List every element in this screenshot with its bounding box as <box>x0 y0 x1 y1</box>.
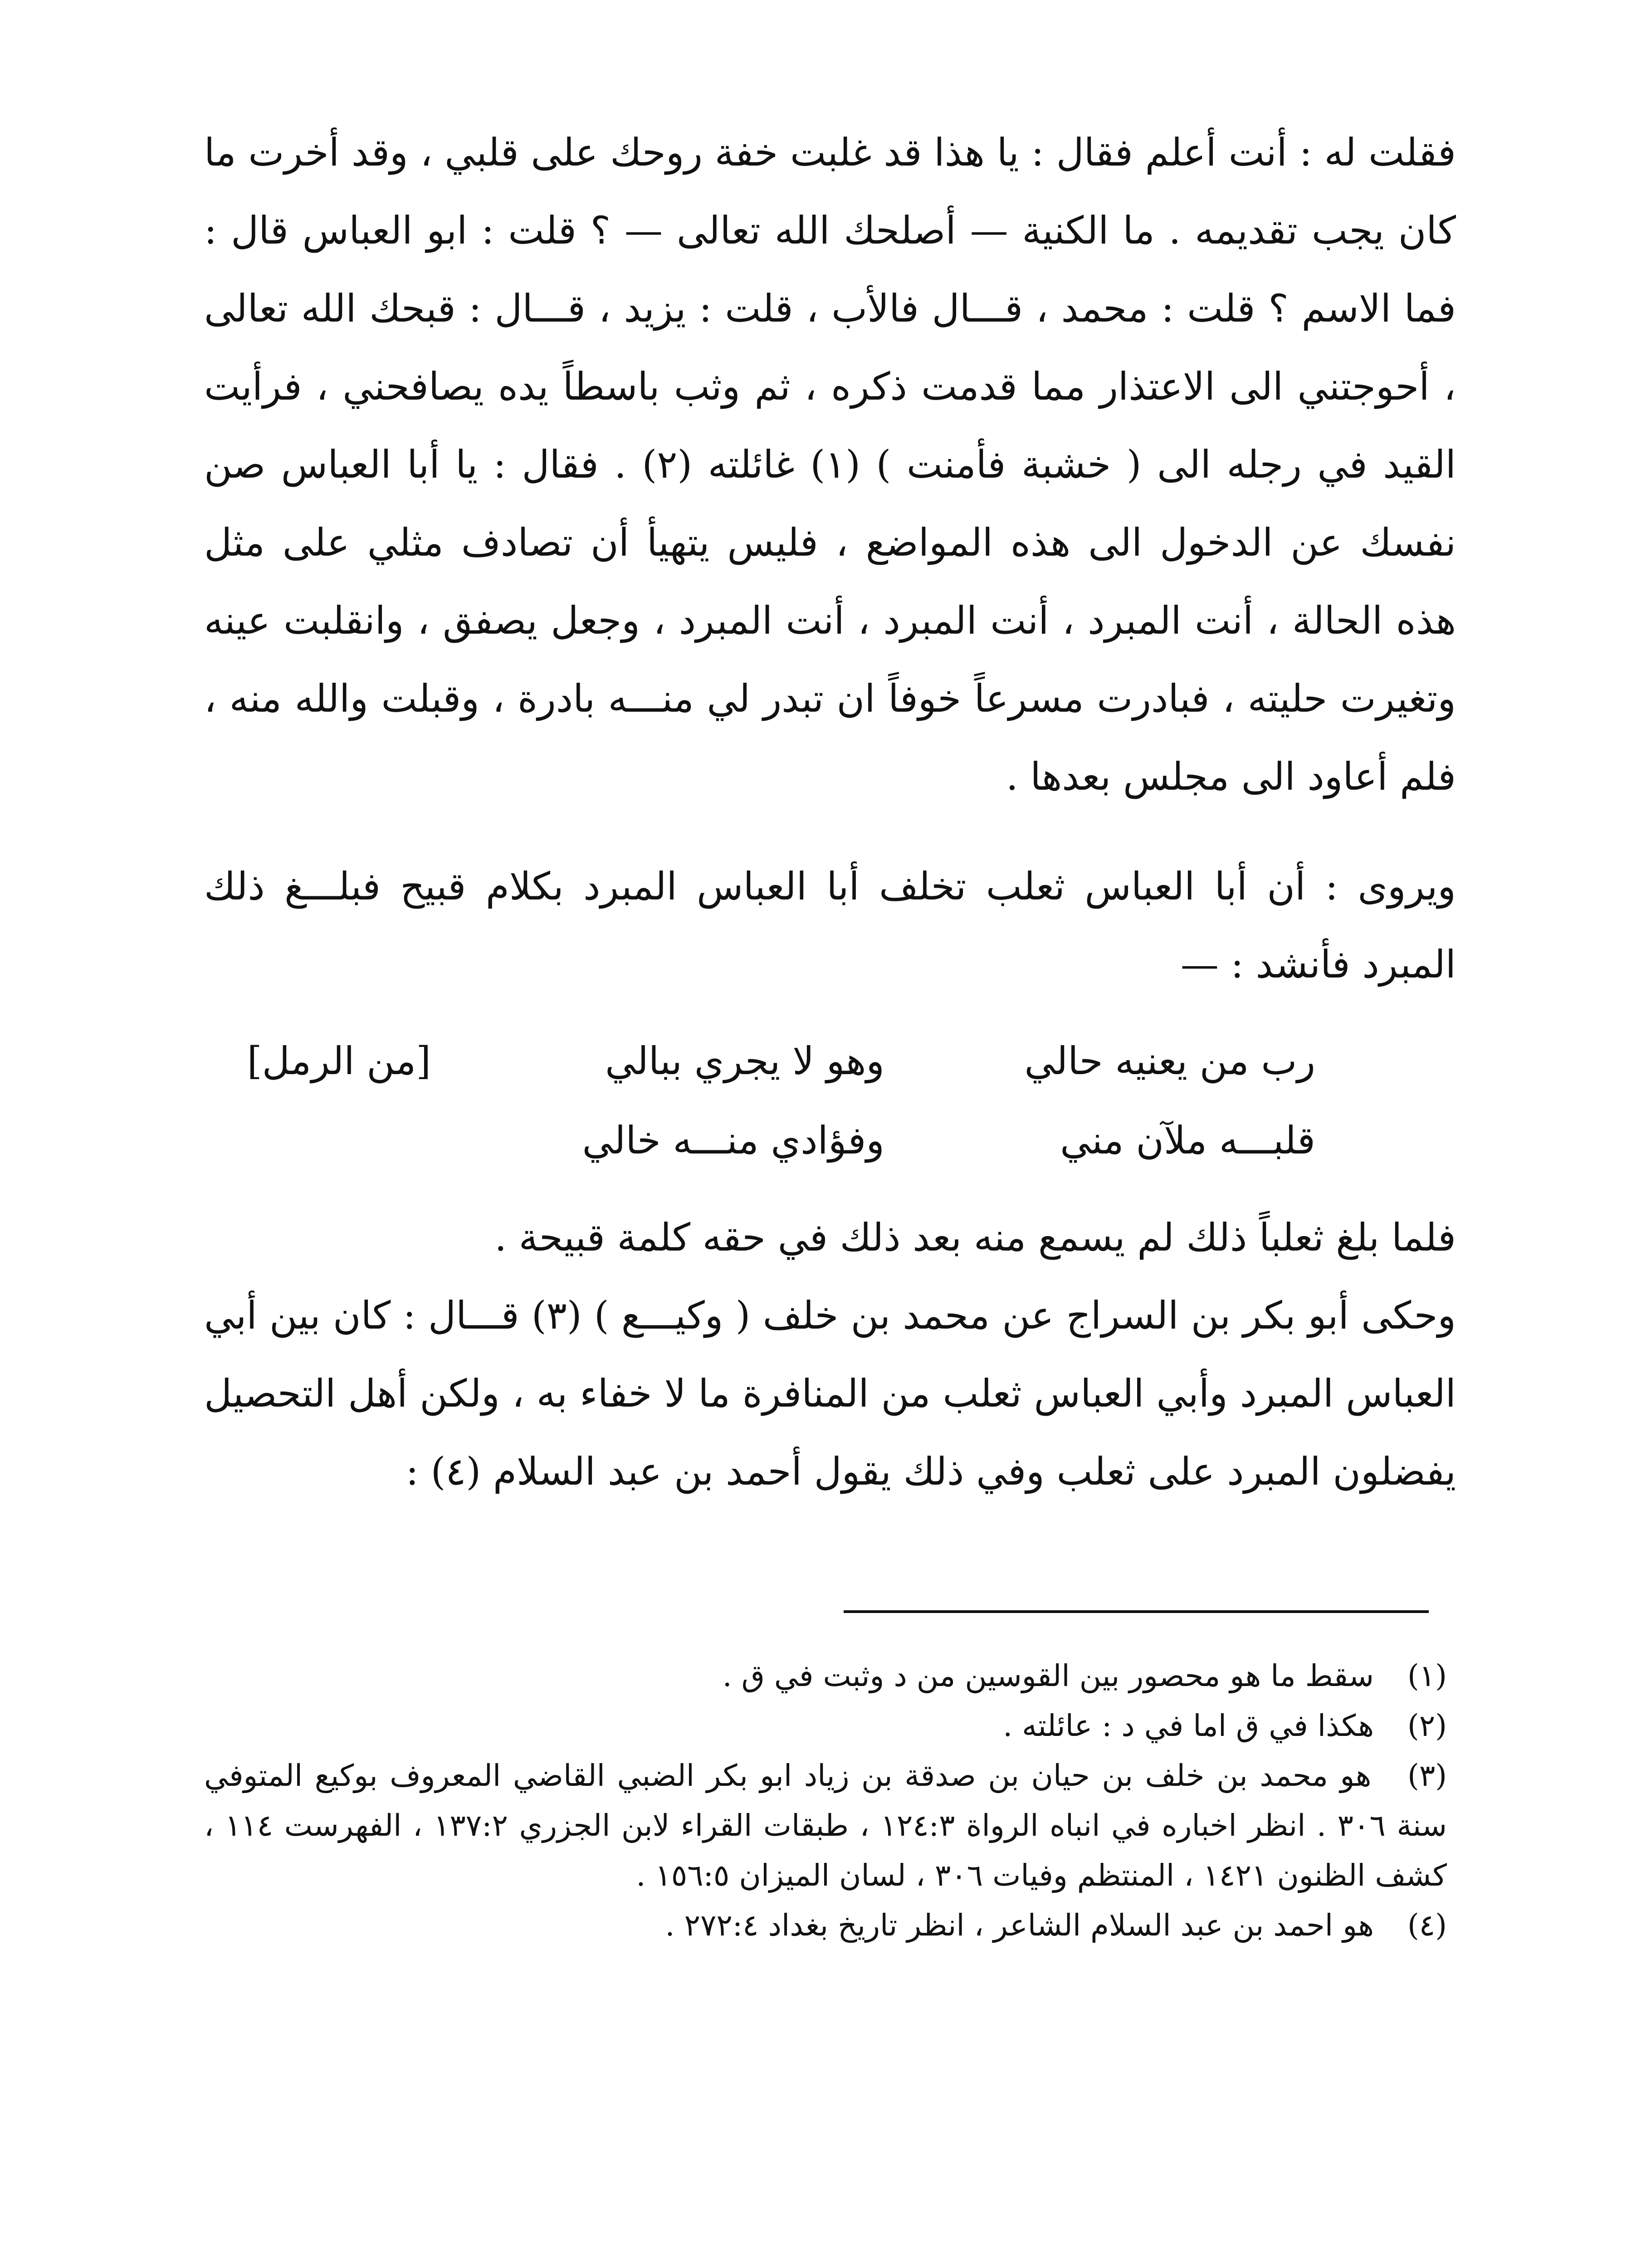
footnote <box>204 1751 1447 1901</box>
paragraph-3: فلما بلغ ثعلباً ذلك لم يسمع منه بعد ذلك في حقه كلمة قبيحة . <box>494 1215 1456 1260</box>
footnote-number: (٣) <box>1407 1758 1447 1793</box>
poem-verse <box>204 1022 1456 1101</box>
poem-hemistich-first: رب من يعنيه حالي <box>1024 1039 1315 1083</box>
poem-hemistich-second: وفؤادي منـــه خالي <box>582 1118 884 1163</box>
footnotes <box>204 1651 1447 1950</box>
footnote <box>204 1901 1447 1950</box>
poem-verse <box>204 1101 1456 1180</box>
paragraph-2: ويروى : أن أبا العباس ثعلب تخلف أبا العباس المبرد بكلام قبيح فبلـــغ ذلك المبرد فأنشد : — <box>204 864 1456 987</box>
main-text <box>204 113 1456 1510</box>
paragraph-4: وحكى أبو بكر بن السراج عن محمد بن خلف ( وكيـــع ) (٣) قـــال : كان بين أبي العباس المبرد وأبي العباس ثعلب من المنافرة ما لا خفاء به ، ولكن أهل التحصيل يفضلون المبرد على ثعلب وفي ذلك يقول أحمد بن عبد السلام (٤) : <box>204 1293 1456 1494</box>
footnote-divider <box>844 1610 1429 1613</box>
footnote-number: (٤) <box>1407 1908 1447 1943</box>
footnote-number: (٢) <box>1407 1708 1447 1743</box>
footnote <box>204 1701 1447 1751</box>
paragraph-1: فقلت له : أنت أعلم فقال : يا هذا قد غلبت خفة روحك على قلبي ، وقد أخرت ما كان يجب تقديمه . ما الكنية — أصلحك الله تعالى — ؟ قلت : ابو العباس قال : فما الاسم ؟ قلت : محمد ، قـــال فالأب ، قلت : يزيد ، قـــال : قبحك الله تعالى ، أحوجتني الى الاعتذار مما قدمت ذكره ، ثم وثب باسطاً يده يصافحني ، فرأيت القيد في رجله الى ( خشبة فأمنت ) (١) غائلته (٢) . فقال : يا أبا العباس صن نفسك عن الدخول الى هذه المواضع ، فليس يتهيأ أن تصادف مثلي على مثل هذه الحالة ، أنت المبرد ، أنت المبرد ، أنت المبرد ، وجعل يصفق ، وانقلبت عينه وتغيرت حليته ، فبادرت مسرعاً خوفاً ان تبدر لي منـــه بادرة ، وقبلت والله منه ، فلم أعاود الى مجلس بعدها . <box>204 130 1456 799</box>
footnote-text: هو محمد بن خلف بن حيان بن صدقة بن زياد ابو بكر الضبي القاضي المعروف بوكيع المتوفي سنة ٣٠٦ . انظر اخباره في انباه الرواة ١٢٤:٣ ، طبقات القراء لابن الجزري ١٣٧:٢ ، الفهرست ١١٤ ، كشف الظنون ١٤٢١ ، المنتظم وفيات ٣٠٦ ، لسان الميزان ١٥٦:٥ . <box>204 1758 1447 1893</box>
poem-meter: [من الرمل] <box>247 1039 431 1083</box>
footnote-text: هكذا في ق اما في د : عائلته . <box>1003 1708 1374 1743</box>
poem-hemistich-second: وهو لا يجري ببالي <box>605 1039 884 1083</box>
poem <box>204 1022 1456 1180</box>
poem-hemistich-first: قلبـــه ملآن مني <box>1060 1118 1315 1163</box>
footnote-text: سقط ما هو محصور بين القوسين من د وثبت في ق . <box>722 1658 1374 1693</box>
footnote-number: (١) <box>1407 1658 1447 1693</box>
footnote-text: هو احمد بن عبد السلام الشاعر ، انظر تاريخ بغداد ٢٧٢:٤ . <box>665 1908 1374 1943</box>
footnote <box>204 1651 1447 1701</box>
